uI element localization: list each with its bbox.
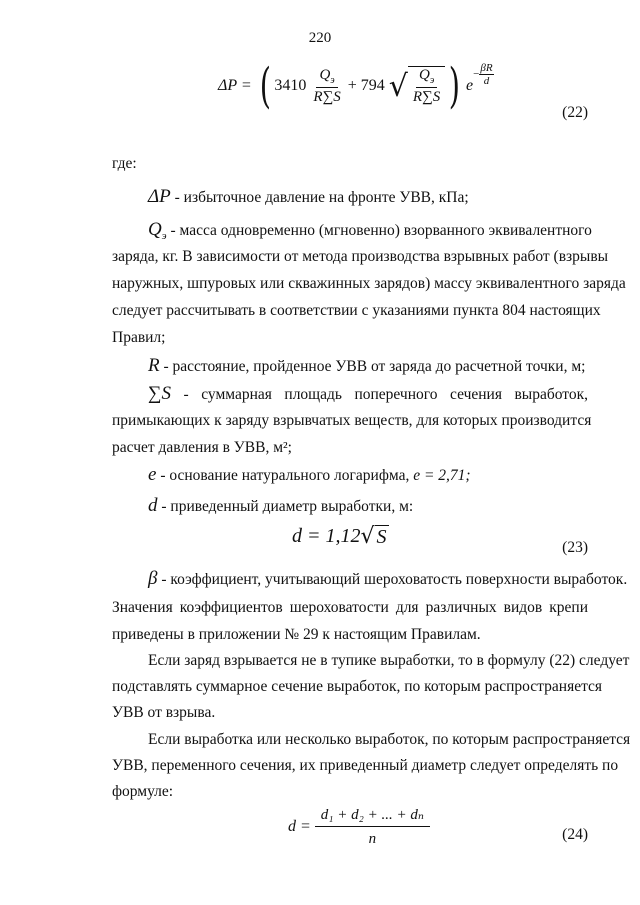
para2-line1: Если выработка или несколько выработок, по которым распространяется (148, 731, 631, 748)
def-d (148, 492, 413, 521)
eq24-den: n (368, 831, 377, 847)
def-s-line1 (148, 380, 588, 409)
equation-24 (288, 805, 430, 848)
beta-symbol: β (148, 568, 158, 589)
eq23-lhs: d = 1,12 (292, 525, 361, 547)
def-dp-symbol: ΔP (148, 186, 171, 207)
def-q-text1: - масса одновременно (мгновенно) взорванного эквивалентного (166, 222, 592, 239)
eq22-open-paren: ( (259, 58, 271, 114)
beta-line1 (148, 565, 628, 594)
eq23-number: (23) (562, 539, 588, 556)
def-q-line2: заряда, кг. В зависимости от метода производства взрывных работ (взрывы (112, 248, 609, 265)
eq22-exponent (473, 62, 493, 87)
def-s-line2: примыкающих к заряду взрывчатых веществ, для которых производится (112, 412, 592, 429)
def-e-value: e = 2,71; (413, 467, 471, 484)
def-d-text: - приведенный диаметр выработки, м: (157, 498, 414, 515)
def-e (148, 461, 471, 490)
def-q-sub: э (161, 230, 167, 243)
eq22-exp-den: d (483, 74, 490, 87)
eq24-number: (24) (562, 826, 588, 843)
def-r-symbol: R (148, 355, 160, 376)
beta-line3: приведены в приложении № 29 к настоящим Правилам. (112, 626, 481, 643)
where-label: где: (112, 155, 137, 172)
def-e-symbol: e (148, 464, 157, 485)
eq24-fraction (315, 805, 430, 848)
equation-22 (218, 58, 494, 114)
eq22-plus-794: + 794 (347, 77, 385, 94)
para1-line1: Если заряд взрывается не в тупике выработки, то в формулу (22) следует (148, 652, 630, 669)
eq22-exp-base: e (466, 77, 474, 94)
eq22-sqrt-icon: √ (388, 68, 408, 104)
def-q-line3: наружных, шпуровых или скважинных зарядов) массу эквивалентного заряда (112, 275, 626, 292)
para2-line3: формуле: (112, 783, 174, 800)
eq22-fraction (310, 67, 343, 106)
beta-line2: Значения коэффициентов шероховатости для различных видов крепи (112, 599, 588, 616)
def-dp (148, 183, 469, 212)
def-s-symbol: ∑S (148, 383, 172, 404)
eq22-coef1: 3410 (274, 77, 307, 94)
def-q-line5: Правил; (112, 329, 166, 346)
eq22-frac-num-sub: э (330, 74, 335, 86)
para2-line2: УВВ, переменного сечения, их приведенный диаметр следует определять по (112, 757, 619, 774)
def-s-line3: расчет давления в УВВ, м²; (112, 439, 292, 456)
eq22-frac-num: Q (319, 66, 331, 83)
para1-line3: УВВ от взрыва. (112, 704, 216, 721)
beta-text1: - коэффициент, учитывающий шероховатость поверхности выработок. (157, 571, 628, 588)
def-d-symbol: d (148, 495, 158, 516)
page-number: 220 (308, 30, 332, 46)
def-r (148, 352, 585, 381)
para1-line2: подставлять суммарное сечение выработок, по которым распространяется (112, 678, 603, 695)
eq22-sqrt-den: R∑S (412, 89, 441, 105)
eq22-sqrt-body (408, 66, 445, 106)
eq22-sqrt-num: Q (418, 67, 430, 83)
eq22-lhs: ΔP = (218, 77, 252, 94)
def-s-text1: - суммарная площадь поперечного сечения выработок, (171, 386, 588, 403)
def-q-symbol: Q (148, 219, 162, 240)
def-e-text: - основание натурального логарифма, (156, 467, 414, 484)
eq22-number: (22) (562, 104, 588, 121)
eq23-radicand: S (376, 525, 387, 548)
def-r-text: - расстояние, пройденное УВВ от заряда до расчетной точки, м; (159, 358, 586, 375)
eq22-frac-den: R∑S (313, 88, 341, 105)
eq22-close-paren: ) (449, 58, 461, 114)
eq22-exp-num: βR (480, 61, 493, 74)
def-dp-text: - избыточное давление на фронте УВВ, кПа; (170, 189, 469, 206)
eq22-sqrt-num-sub: э (429, 75, 435, 86)
eq22-exp-minus: − (473, 68, 480, 80)
eq24-lhs: d = (288, 817, 311, 835)
def-q-line4: следует рассчитывать в соответствии с указаниями пункта 804 настоящих (112, 302, 601, 319)
equation-23 (292, 524, 389, 549)
eq23-sqrt-icon: √ (360, 524, 375, 549)
eq24-num: d₁ + d₂ + ... + dₙ (315, 805, 430, 827)
